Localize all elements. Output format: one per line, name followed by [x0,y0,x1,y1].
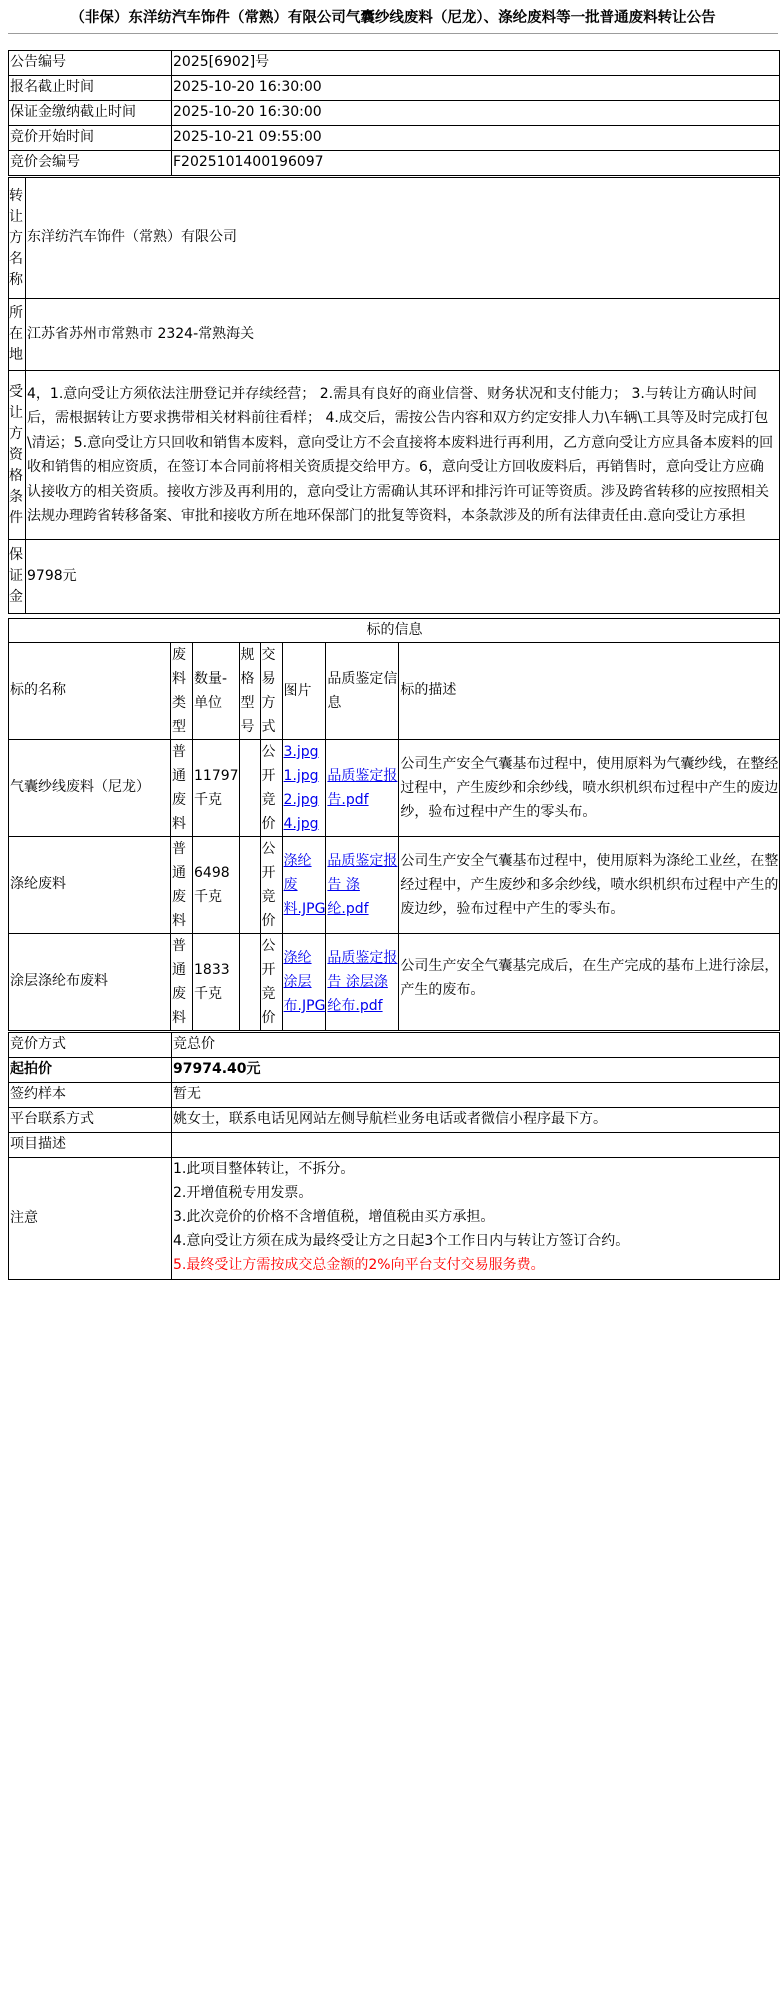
header-name: 标的名称 [9,643,171,740]
table-row [9,837,780,934]
lot-desc: 公司生产安全气囊基完成后，在生产完成的基布上进行涂层，产生的废布。 [399,934,780,1031]
bid-label: 签约样本 [9,1083,172,1108]
table-row [9,1133,780,1158]
conditions-label: 受让方资格条件 [9,371,26,540]
seller-name: 东洋纺汽车饰件（常熟）有限公司 [26,178,780,299]
table-row [9,76,780,101]
image-link[interactable]: 3.jpg [283,744,319,760]
lot-type: 普通废料 [171,740,193,837]
deposit-value: 9798元 [26,540,780,614]
info-label: 保证金缴纳截止时间 [9,101,172,126]
notice-item-highlight: 5.最终受让方需按成交总金额的2%向平台支付交易服务费。 [173,1256,545,1273]
bid-value: 竞总价 [172,1033,780,1058]
header-trade: 交易方式 [260,643,282,740]
header-spec: 规格型号 [239,643,260,740]
bidding-info-table [8,1032,780,1280]
notice-item: 3.此次竞价的价格不含增值税，增值税由买方承担。 [173,1208,495,1225]
info-value: 2025-10-20 16:30:00 [172,101,780,126]
lot-images [282,740,326,837]
info-value: F2025101400196097 [172,151,780,176]
notice-item: 4.意向受让方须在成为最终受让方之日起3个工作日内与转让方签订合约。 [173,1232,630,1249]
lot-type: 普通废料 [171,934,193,1031]
header-quality: 品质鉴定信息 [326,643,399,740]
deposit-label: 保证金 [9,540,26,614]
section-title: 标的信息 [9,619,780,643]
info-label: 报名截止时间 [9,76,172,101]
lot-spec [239,934,260,1031]
description-label: 项目描述 [9,1133,172,1158]
table-row [9,1058,780,1083]
quality-report-link[interactable]: 品质鉴定报告 涂层涤纶布.pdf [327,950,398,1014]
start-price-label: 起拍价 [9,1058,172,1083]
header-desc: 标的描述 [399,643,780,740]
location: 江苏省苏州市常熟市 2324-常熟海关 [26,299,780,371]
lot-images [282,934,326,1031]
lot-spec [239,740,260,837]
lot-desc: 公司生产安全气囊基布过程中，使用原料为气囊纱线，在整经过程中，产生废纱和余纱线，喷水织机织布过程中产生的废边纱，验布过程中产生的零头布。 [399,740,780,837]
location-label: 所在地 [9,299,26,371]
lot-name: 涤纶废料 [9,837,171,934]
quality-report-link[interactable]: 品质鉴定报告.pdf [327,768,398,808]
lot-trade: 公开竞价 [260,837,282,934]
lot-quality [326,740,399,837]
notice-item: 1.此项目整体转让，不拆分。 [173,1160,355,1177]
info-label: 竞价开始时间 [9,126,172,151]
contact-label: 平台联系方式 [9,1108,172,1133]
table-row [9,540,780,614]
lot-quality [326,837,399,934]
notice-list [172,1158,780,1280]
image-link[interactable]: 1.jpg [283,768,319,784]
table-row [9,101,780,126]
table-row [9,1158,780,1280]
info-value: 2025-10-20 16:30:00 [172,76,780,101]
info-label: 竞价会编号 [9,151,172,176]
lot-spec [239,837,260,934]
info-value: 2025[6902]号 [172,51,780,76]
notice-label: 注意 [9,1158,172,1280]
start-price-value: 97974.40元 [172,1058,780,1083]
table-row [9,619,780,643]
table-row [9,126,780,151]
lot-quality [326,934,399,1031]
table-row [9,51,780,76]
lot-qty: 6498千克 [193,837,240,934]
lot-trade: 公开竞价 [260,934,282,1031]
table-row [9,1083,780,1108]
bid-label: 竞价方式 [9,1033,172,1058]
lot-name: 涂层涤纶布废料 [9,934,171,1031]
conditions-text: 4，1.意向受让方须依法注册登记并存续经营； 2.需具有良好的商业信誉、财务状况和支付能力； 3.与转让方确认时间后，需根据转让方要求携带相关材料前往看样； 4.成交后，需按公告内容和双方约定安排人力\车辆\工具等及时完成打包\清运；5.意向受让方只回收和销售本废料，意向受让方不会直接将本废料进行再利用，乙方意向受让方应具备本废料的回收和销售的相应资质，在签订本合同前将相关资质提交给甲方。6，意向受让方回收废料后，再销售时，意向受让方应确认接收方的相关资质。接收方涉及再利用的，意向受让方需确认其环评和排污许可证等资质。涉及跨省转移的应按照相关法规办理跨省转移备案、审批和接收方所在地环保部门的批复等资料，本条款涉及的所有法律责任由.意向受让方承担 [26,371,780,540]
image-link[interactable]: 涤纶废料.JPG [283,853,326,917]
image-link[interactable]: 涤纶涂层布.JPG [283,950,326,1014]
lot-info-table [8,618,780,1031]
lot-name: 气囊纱线废料（尼龙） [9,740,171,837]
table-row [9,371,780,540]
seller-info-table [8,177,780,614]
header-type: 废料类型 [171,643,193,740]
quality-report-link[interactable]: 品质鉴定报告 涤纶.pdf [327,853,398,917]
table-row [9,1033,780,1058]
description-value [172,1133,780,1158]
table-header-row [9,643,780,740]
lot-trade: 公开竞价 [260,740,282,837]
bid-value: 暂无 [172,1083,780,1108]
lot-type: 普通废料 [171,837,193,934]
notice-item: 2.开增值税专用发票。 [173,1184,313,1201]
header-image: 图片 [282,643,326,740]
lot-qty: 1833千克 [193,934,240,1031]
table-row [9,934,780,1031]
lot-qty: 11797千克 [193,740,240,837]
lot-desc: 公司生产安全气囊基布过程中，使用原料为涤纶工业丝，在整经过程中，产生废纱和多余纱线，喷水织机织布过程中产生的废边纱，验布过程中产生的零头布。 [399,837,780,934]
table-row [9,740,780,837]
table-row [9,151,780,176]
page-title: （非保）东洋纺汽车饰件（常熟）有限公司气囊纱线废料（尼龙）、涤纶废料等一批普通废料转让公告 [8,2,778,34]
info-label: 公告编号 [9,51,172,76]
header-qty: 数量-单位 [193,643,240,740]
contact-value: 姚女士，联系电话见网站左侧导航栏业务电话或者微信小程序最下方。 [172,1108,780,1133]
announcement-info-table [8,50,780,176]
table-row [9,299,780,371]
lot-images [282,837,326,934]
image-link[interactable]: 4.jpg [283,816,319,832]
image-link[interactable]: 2.jpg [283,792,319,808]
table-row [9,178,780,299]
seller-name-label: 转让方名称 [9,178,26,299]
info-value: 2025-10-21 09:55:00 [172,126,780,151]
table-row [9,1108,780,1133]
